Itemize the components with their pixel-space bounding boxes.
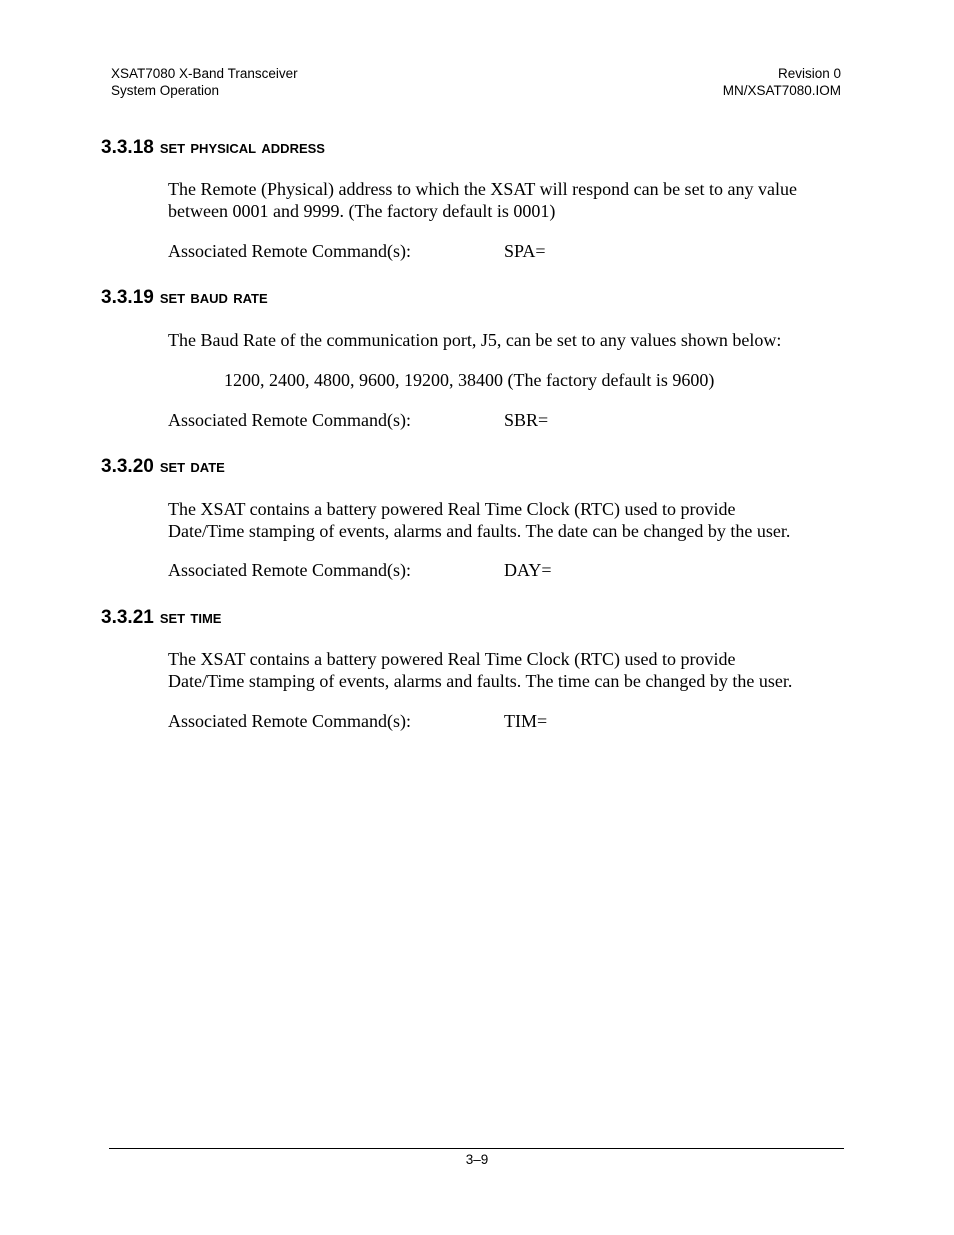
section-title: set date — [159, 456, 225, 477]
section-title: set time — [159, 607, 222, 628]
section-body — [168, 329, 838, 351]
command-value: SBR= — [504, 410, 549, 430]
body-line: Date/Time stamping of events, alarms and faults. The time can be changed by the user. — [168, 671, 793, 691]
header-doc-number: MN/XSAT7080.IOM — [722, 82, 841, 98]
baud-values-line: 1200, 2400, 4800, 9600, 19200, 38400 (The factory default is 9600) — [224, 370, 715, 390]
section-body — [168, 178, 838, 222]
header-left — [111, 66, 298, 99]
body-line: between 0001 and 9999. (The factory default is 0001) — [168, 201, 556, 221]
command-label: Associated Remote Command(s): — [168, 241, 411, 261]
section-number: 3.3.20 — [101, 456, 154, 477]
section-title: set baud rate — [159, 287, 268, 308]
page-number: 3–9 — [465, 1152, 489, 1167]
body-line: The Baud Rate of the communication port, J5, can be set to any values shown below: — [168, 330, 782, 350]
header-chapter-title: System Operation — [111, 82, 220, 98]
command-label: Associated Remote Command(s): — [168, 410, 411, 430]
section-heading-3-3-21 — [101, 607, 221, 629]
body-line: The XSAT contains a battery powered Real Time Clock (RTC) used to provide — [168, 499, 736, 519]
section-heading-3-3-18 — [101, 137, 325, 159]
command-label: Associated Remote Command(s): — [168, 560, 411, 580]
header-revision: Revision 0 — [777, 66, 841, 81]
section-body — [168, 648, 838, 692]
section-title: set physical address — [159, 137, 325, 158]
section-number: 3.3.18 — [101, 137, 154, 158]
section-heading-3-3-19 — [101, 287, 268, 309]
header-product-title: XSAT7080 X-Band Transceiver — [111, 66, 298, 81]
baud-values — [224, 369, 894, 391]
command-value: DAY= — [504, 560, 552, 580]
section-number: 3.3.19 — [101, 287, 154, 308]
section-number: 3.3.21 — [101, 607, 154, 628]
section-body — [168, 498, 838, 542]
header-right — [723, 66, 841, 99]
body-line: The XSAT contains a battery powered Real Time Clock (RTC) used to provide — [168, 649, 736, 669]
section-heading-3-3-20 — [101, 456, 225, 478]
command-label: Associated Remote Command(s): — [168, 711, 411, 731]
body-line: Date/Time stamping of events, alarms and faults. The date can be changed by the user. — [168, 521, 791, 541]
command-value: TIM= — [504, 711, 548, 731]
footer-divider — [109, 1148, 844, 1149]
command-value: SPA= — [504, 241, 546, 261]
body-line: The Remote (Physical) address to which the XSAT will respond can be set to any value — [168, 179, 798, 199]
